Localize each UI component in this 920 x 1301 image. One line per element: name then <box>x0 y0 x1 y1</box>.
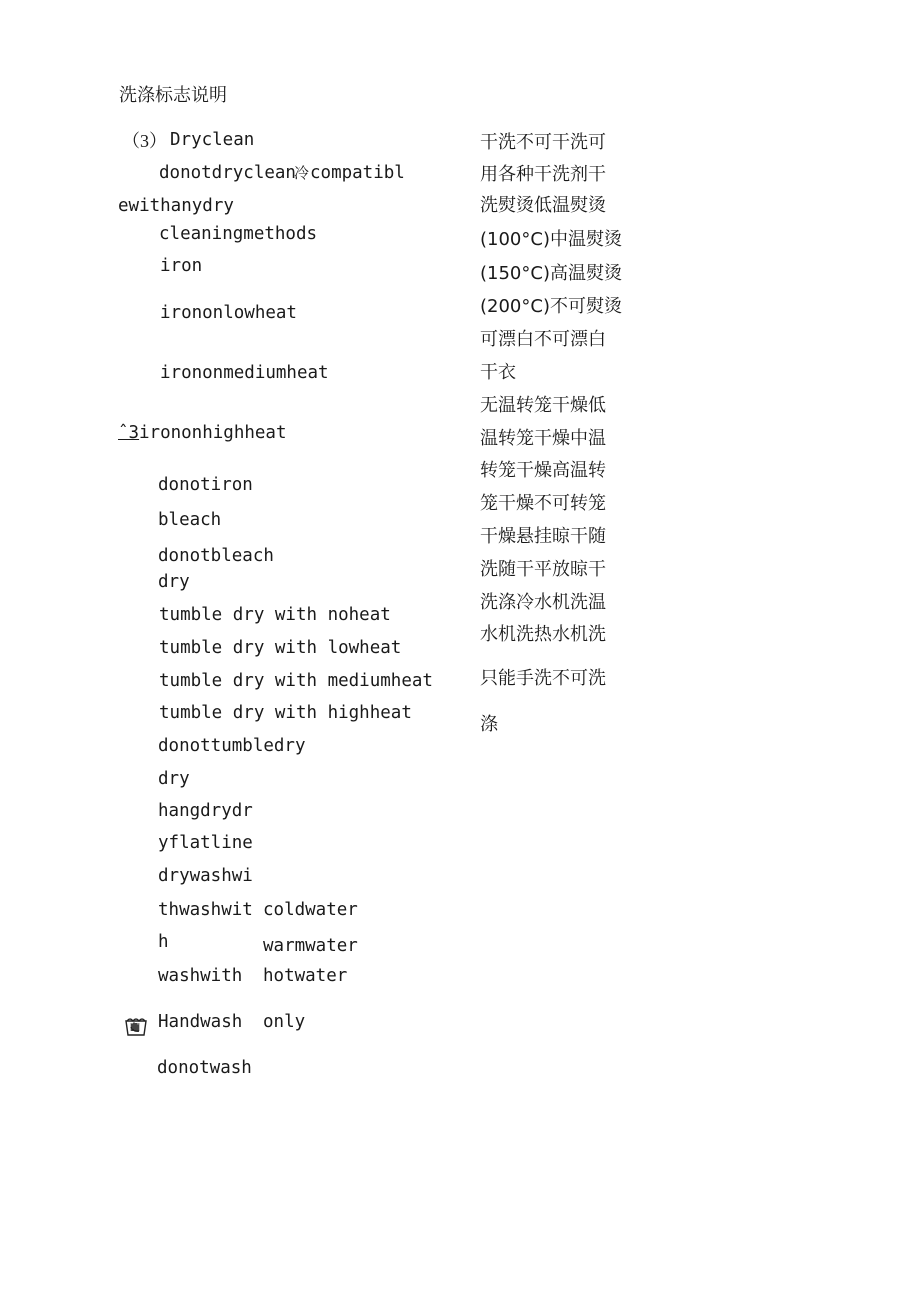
cn-line: 可漂白不可漂白 <box>480 329 606 350</box>
label-tumble-no-heat: tumble dry with noheat <box>159 605 391 625</box>
cn-line: 笼干燥不可转笼 <box>480 493 606 514</box>
label-flat-line: yflatline <box>158 833 253 853</box>
label-do-not-iron: donotiron <box>158 475 253 495</box>
label-dry-2: dry <box>158 769 190 789</box>
label-dry: dry <box>158 572 190 592</box>
label-hot-water: hotwater <box>263 966 348 986</box>
cn-line: 洗涤冷水机洗温 <box>480 592 606 613</box>
cn-line: 无温转笼干燥低 <box>480 395 606 416</box>
label-th-wash: thwashwit <box>158 900 253 920</box>
cn-line: (100°C)中温熨烫 <box>480 229 622 250</box>
dryclean-symbol-icon: 冷 <box>294 164 310 182</box>
label-iron-medium: irononmediumheat <box>160 363 329 383</box>
hand-wash-icon <box>124 1015 148 1037</box>
label-do-not-wash: donotwash <box>157 1058 252 1078</box>
label-bleach: bleach <box>158 510 222 530</box>
label-cold-water: coldwater <box>263 900 358 920</box>
cn-line: 涤 <box>480 714 498 735</box>
label-cleaning-methods: cleaningmethods <box>159 224 318 244</box>
label-compatible-cont: ewithanydry <box>118 196 234 216</box>
label-tumble-high: tumble dry with highheat <box>159 703 412 723</box>
cn-line: (200°C)不可熨烫 <box>480 296 622 317</box>
label-h: h <box>158 932 169 952</box>
page-title: 洗涤标志说明 <box>119 85 227 106</box>
label-warm-water: warmwater <box>263 936 358 956</box>
cn-line: (150°C)高温熨烫 <box>480 263 622 284</box>
label-iron-low: irononlowheat <box>160 303 297 323</box>
label-wash-with: washwith <box>158 966 243 986</box>
label-do-not-bleach: donotbleach <box>158 546 274 566</box>
cn-line: 干衣 <box>480 362 516 383</box>
label-dry-wash: drywashwi <box>158 866 253 886</box>
label-iron: iron <box>160 256 203 276</box>
label-hand-wash: Handwash <box>158 1012 243 1032</box>
section-number: （3） <box>122 131 167 151</box>
cn-line: 洗熨烫低温熨烫 <box>480 195 606 216</box>
cn-line: 转笼干燥高温转 <box>480 460 606 481</box>
label-iron-high: irononhighheat <box>139 423 287 443</box>
cn-line: 水机洗热水机洗 <box>480 624 606 645</box>
label-hang-dry: hangdrydr <box>158 801 253 821</box>
cn-line: 干燥悬挂晾干随 <box>480 526 606 547</box>
section-heading: Dryclean <box>170 130 255 150</box>
cn-line: 洗随干平放晾干 <box>480 559 606 580</box>
cn-line: 只能手洗不可洗 <box>480 668 606 689</box>
label-tumble-low: tumble dry with lowheat <box>159 638 402 658</box>
label-do-not-tumble: donottumbledry <box>158 736 306 756</box>
label-compatible: compatibl <box>310 163 405 183</box>
cn-line: 温转笼干燥中温 <box>480 428 606 449</box>
label-tumble-medium: tumble dry with mediumheat <box>159 671 433 691</box>
label-do-not-dryclean: donotdryclean <box>159 163 296 183</box>
iron-high-symbol: ˆ3 <box>118 423 140 443</box>
cn-line: 干洗不可干洗可 <box>480 132 606 153</box>
label-only: only <box>263 1012 306 1032</box>
cn-line: 用各种干洗剂干 <box>480 164 606 185</box>
